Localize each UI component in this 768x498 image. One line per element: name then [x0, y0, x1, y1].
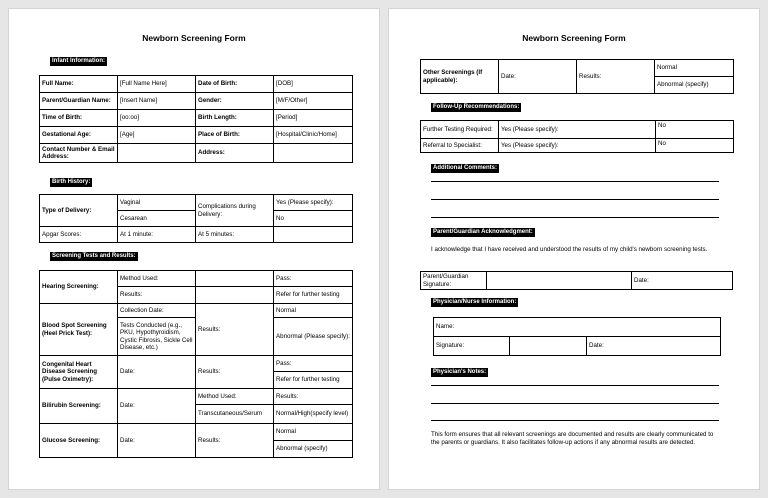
hearing-blank-cell[interactable]: [196, 271, 274, 287]
further-testing-yes-field[interactable]: Yes (Please specify):: [499, 121, 656, 139]
congenital-heart-screening-label: Congenital Heart Disease Screening (Pulse Oximetry):: [40, 356, 118, 389]
chd-results-label: Results:: [196, 356, 274, 389]
section-infant-information: Infant Information:: [52, 58, 105, 64]
birth-length-field[interactable]: [Period]: [274, 110, 353, 127]
further-testing-label: Further Testing Required:: [421, 121, 499, 139]
time-of-birth-field[interactable]: [oo:oo]: [118, 110, 196, 127]
comment-line[interactable]: [431, 199, 719, 200]
table-row: [40, 76, 353, 93]
bilirubin-screening-label: Bilirubin Screening:: [40, 389, 118, 424]
table-row: [40, 271, 353, 287]
referral-no-option[interactable]: No: [656, 139, 734, 153]
table-row: [421, 272, 733, 290]
table-row: [421, 121, 734, 139]
contact-field[interactable]: [118, 144, 196, 163]
parent-signature-date-field[interactable]: Date:: [632, 272, 733, 290]
infant-information-table: [39, 75, 353, 163]
blood-abnormal-option[interactable]: Abnormal (Please specify):: [274, 318, 353, 356]
cesarean-option[interactable]: Cesarean: [118, 211, 196, 227]
apgar-5-minutes-field[interactable]: At 5 minutes:: [196, 227, 274, 243]
other-screenings-table: [420, 59, 734, 94]
place-of-birth-field[interactable]: [Hospital/Clinic/Home]: [274, 127, 353, 144]
section-parent-acknowledgment: Parent/Guardian Acknowledgment:: [433, 229, 533, 235]
date-of-birth-label: Date of Birth:: [196, 76, 274, 93]
table-row: [40, 356, 353, 372]
gender-label: Gender:: [196, 93, 274, 110]
further-testing-no-option[interactable]: No: [656, 121, 734, 139]
glucose-date-field[interactable]: Date:: [118, 424, 196, 458]
acknowledgment-text: I acknowledge that I have received and understood the results of my child's newborn screening tests.: [431, 246, 708, 253]
apgar-1-minute-field[interactable]: At 1 minute:: [118, 227, 196, 243]
address-label: Address:: [196, 144, 274, 163]
physician-signature-field[interactable]: [510, 337, 587, 356]
physician-date-field[interactable]: Date:: [587, 337, 721, 356]
glucose-screening-label: Glucose Screening:: [40, 424, 118, 458]
glucose-results-label: Results:: [196, 424, 274, 458]
table-row: [40, 304, 353, 318]
notes-line[interactable]: [431, 385, 719, 386]
date-of-birth-field[interactable]: [DOB]: [274, 76, 353, 93]
complications-yes-field[interactable]: Yes (Please specify):: [274, 195, 353, 211]
gestational-age-field[interactable]: [Age]: [118, 127, 196, 144]
table-row: [421, 60, 734, 77]
section-physician-information: Physician/Nurse Information:: [433, 299, 517, 305]
full-name-field[interactable]: [Full Name Here]: [118, 76, 196, 93]
hearing-screening-label: Hearing Screening:: [40, 271, 118, 304]
glucose-normal-option[interactable]: Normal: [274, 424, 353, 441]
table-row: [40, 227, 353, 243]
section-additional-comments: Additional Comments:: [433, 165, 497, 171]
hearing-method-field[interactable]: Method Used:: [118, 271, 196, 287]
other-abnormal-option[interactable]: Abnormal (specify): [655, 77, 734, 94]
complications-label: Complications during Delivery:: [196, 195, 274, 227]
complications-no-option[interactable]: No: [274, 211, 353, 227]
hearing-blank-cell-2[interactable]: [196, 287, 274, 304]
table-row: [40, 127, 353, 144]
notes-line[interactable]: [431, 403, 719, 404]
other-date-field[interactable]: Date:: [499, 60, 577, 94]
form-page-2: [388, 8, 760, 490]
birth-history-table: [39, 194, 353, 243]
comment-line[interactable]: [431, 217, 719, 218]
bilirubin-level-option[interactable]: Normal/High(specify level): [274, 405, 353, 424]
parent-guardian-name-label: Parent/Guardian Name:: [40, 93, 118, 110]
follow-up-table: [420, 120, 734, 153]
table-row: [40, 424, 353, 441]
table-row: [40, 93, 353, 110]
section-screening-tests: Screening Tests and Results:: [52, 253, 136, 259]
notes-line[interactable]: [431, 420, 719, 421]
table-row: [40, 389, 353, 405]
table-row: [40, 110, 353, 127]
tests-conducted-field[interactable]: Tests Conducted (e.g., PKU, Hypothyroidism, Cystic Fibrosis, Sickle Cell Disease, etc.): [118, 318, 196, 356]
apgar-scores-label: Apgar Scores:: [40, 227, 118, 243]
hearing-pass-field[interactable]: Pass:: [274, 271, 353, 287]
glucose-abnormal-option[interactable]: Abnormal (specify): [274, 441, 353, 458]
chd-date-field[interactable]: Date:: [118, 356, 196, 389]
bilirubin-results-field[interactable]: Results:: [274, 389, 353, 405]
referral-yes-field[interactable]: Yes (Please specify):: [499, 139, 656, 153]
chd-refer-option[interactable]: Refer for further testing: [274, 372, 353, 389]
page-title: Newborn Screening Form: [142, 33, 246, 43]
footer-note: This form ensures that all relevant screenings are documented and results are clearly communicated to the parents or guardians. It also facilitates follow-up actions if any abnormal results are detected.: [431, 431, 714, 446]
collection-date-field[interactable]: Collection Date:: [118, 304, 196, 318]
section-follow-up: Follow-Up Recommendations:: [433, 104, 520, 110]
section-birth-history: Birth History:: [52, 179, 91, 185]
chd-pass-field[interactable]: Pass:: [274, 356, 353, 372]
place-of-birth-label: Place of Birth:: [196, 127, 274, 144]
physician-name-field[interactable]: Name:: [434, 318, 721, 337]
hearing-results-field[interactable]: Results:: [118, 287, 196, 304]
other-screenings-label: Other Screenings (If applicable):: [421, 60, 499, 94]
bilirubin-date-field[interactable]: Date:: [118, 389, 196, 424]
referral-label: Referral to Specialist:: [421, 139, 499, 153]
table-row: [434, 318, 721, 337]
physician-table: [433, 317, 721, 356]
address-field[interactable]: [274, 144, 353, 163]
blood-normal-option[interactable]: Normal: [274, 304, 353, 318]
page-title: Newborn Screening Form: [522, 33, 626, 43]
screening-tests-table: [39, 270, 353, 458]
form-page-1: [8, 8, 380, 490]
blood-spot-screening-label: Blood Spot Screening (Heel Prick Test):: [40, 304, 118, 356]
physician-signature-label: Signature:: [434, 337, 510, 356]
blood-results-label: Results:: [196, 304, 274, 356]
vaginal-option[interactable]: Vaginal: [118, 195, 196, 211]
table-row: [421, 139, 734, 153]
table-row: [434, 337, 721, 356]
comment-line[interactable]: [431, 181, 719, 182]
full-name-label: Full Name:: [40, 76, 118, 93]
apgar-extra-cell[interactable]: [274, 227, 353, 243]
contact-label: Contact Number & Email Address:: [40, 144, 118, 163]
parent-guardian-name-field[interactable]: [Insert Name]: [118, 93, 196, 110]
other-normal-option[interactable]: Normal: [655, 60, 734, 77]
parent-signature-field[interactable]: [487, 272, 632, 290]
gestational-age-label: Gestational Age:: [40, 127, 118, 144]
birth-length-label: Birth Length:: [196, 110, 274, 127]
gender-field[interactable]: [M/F/Other]: [274, 93, 353, 110]
parent-signature-label: Parent/Guardian Signature:: [421, 272, 487, 290]
bilirubin-method-option[interactable]: Transcutaneous/Serum: [196, 405, 274, 424]
table-row: [40, 195, 353, 211]
parent-signature-table: [420, 271, 733, 290]
section-physician-notes: Physician's Notes:: [433, 369, 487, 375]
other-results-label: Results:: [577, 60, 655, 94]
time-of-birth-label: Time of Birth:: [40, 110, 118, 127]
hearing-refer-option[interactable]: Refer for further testing: [274, 287, 353, 304]
bilirubin-method-label: Method Used:: [196, 389, 274, 405]
type-of-delivery-label: Type of Delivery:: [40, 195, 118, 227]
table-row: [40, 144, 353, 163]
